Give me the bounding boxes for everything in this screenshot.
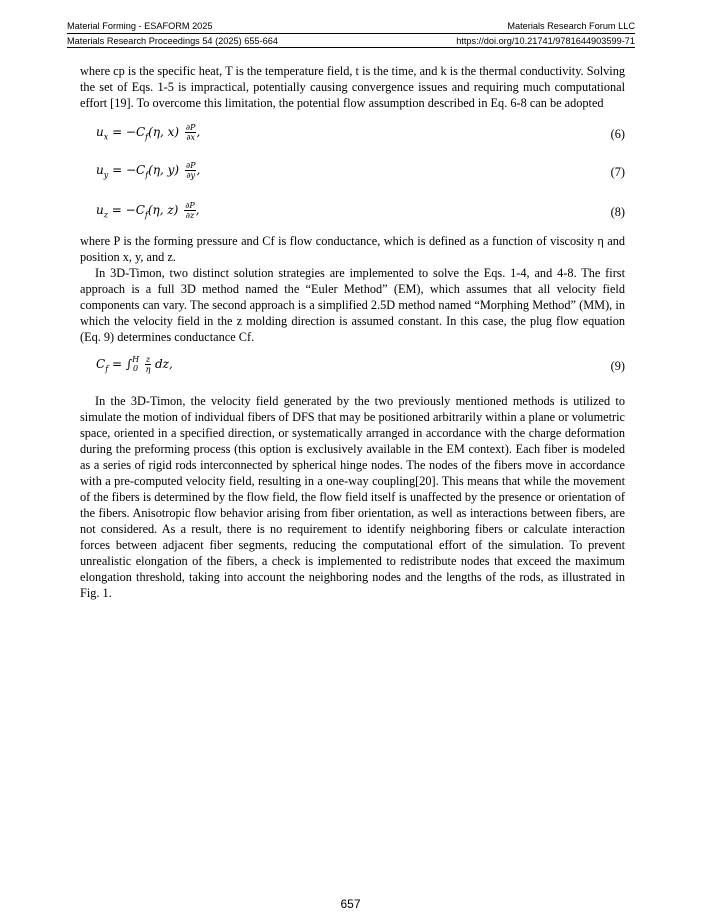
paragraph-4: In the 3D-Timon, the velocity field generated by the two previously mentioned methods is utilized to simulate the motion of individual fibers of DFS that may be positioned arbitrarily within a plane or volumetric space, oriented in a specified direction, or systematically arranged in accordance with the charge deformation during the preforming process (this option is exclusively available in the EM context). Each fiber is modeled as a series of rigid rods interconnected by spherical hinge nodes. The nodes of the fibers move in accordance with a pre-computed velocity field, resulting in a one-way coupling[20]. This means that while the movement of the fibers is determined by the flow field, the flow field itself is unaffected by the presence or orientation of the fibers. Anisotropic flow behavior arising from fiber orientation, as well as interactions between fibers, are not considered. As a result, there is no requirement to identify neighboring fibers or calculate interaction forces between adjacent fiber segments, reducing the computational effort of the simulation. To prevent unrealistic elongation of the fibers, a check is implemented to redistribute nodes that exceed the maximum elongation threshold, taking into account the neighboring nodes and the lengths of the rods, as illustrated in Fig. 1. <box>80 394 625 600</box>
publisher-name: Materials Research Forum LLC <box>507 21 635 31</box>
equation-6 <box>80 119 625 149</box>
header-rule <box>67 47 635 48</box>
running-header-bottom <box>67 36 635 47</box>
proceedings-citation: Materials Research Proceedings 54 (2025) 655-664 <box>67 36 278 46</box>
equation-expression: $u_x = -C_f(\eta$, x) $\frac{\partial P}{\partial x}$ , <box>96 122 201 142</box>
paragraph-3: In 3D-Timon, two distinct solution strategies are implemented to solve the Eqs. 1-4, and 4-8. The first approach is a full 3D method named the “Euler Method” (EM), which assumes that all velocity field components can vary. The second approach is a simplified 2.5D method named “Morphing Method” (MM), in which the velocity field in the z molding direction is assumed constant. In this case, the plug flow equation (Eq. 9) determines conductance Cf. <box>80 266 625 344</box>
doi-link[interactable]: https://doi.org/10.21741/9781644903599-71 <box>456 36 635 46</box>
article-body <box>80 63 625 601</box>
equation-8 <box>80 197 625 227</box>
equation-label: (6) <box>610 127 625 141</box>
paragraph-2: where P is the forming pressure and Cf is flow conductance, which is defined as a function of viscosity η and position x, y, and z. <box>80 234 625 264</box>
running-header-top <box>67 21 635 32</box>
page-number: 657 <box>340 897 361 911</box>
header-rule <box>67 33 635 34</box>
equation-expression: $u_z = -C_f(\eta$, z) $\frac{\partial P}{\partial z}$ , <box>96 200 200 220</box>
equation-7 <box>80 157 625 187</box>
equation-expression: $u_y = -C_f(\eta$, y) $\frac{\partial P}{\partial y}$ , <box>96 160 201 180</box>
equation-9 <box>80 351 625 381</box>
equation-label: (9) <box>610 359 625 373</box>
equation-label: (8) <box>610 205 625 219</box>
equation-expression: $C_f$ = ∫ H 0 $\frac{z}{\eta}$ dz, <box>96 354 173 374</box>
paragraph-1: where cp is the specific heat, T is the temperature field, t is the time, and k is the thermal conductivity. Solving the set of Eqs. 1-5 is impractical, potentially causing convergence issues and requiring much computational effort [19]. To overcome this limitation, the potential flow assumption described in Eq. 6-8 can be adopted <box>80 64 625 110</box>
equation-label: (7) <box>610 165 625 179</box>
conference-name: Material Forming - ESAFORM 2025 <box>67 21 213 31</box>
